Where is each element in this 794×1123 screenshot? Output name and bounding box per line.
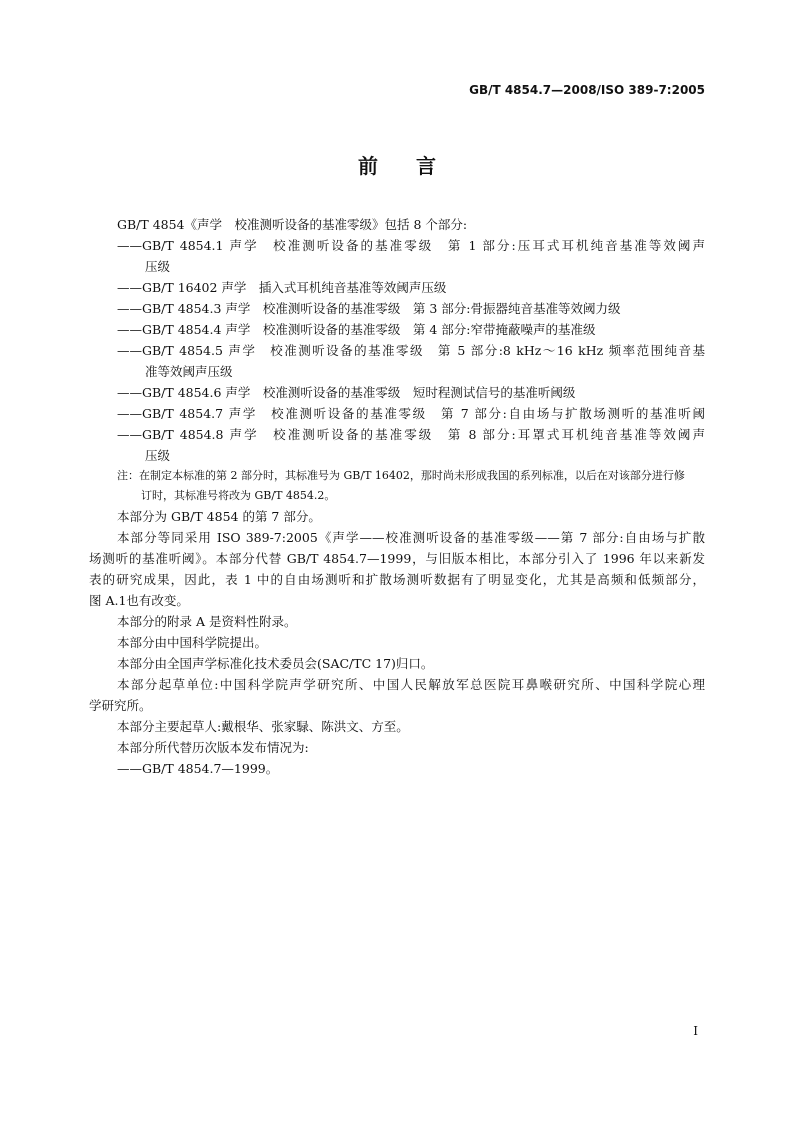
- page-title: 前言: [358, 154, 474, 178]
- note-text: 注：在制定本标准的第 2 部分时，其标准号为 GB/T 16402，那时尚未形成我国的系列标准，以后在对该部分进行修: [117, 469, 685, 482]
- page-number: I: [693, 1024, 698, 1038]
- paragraph: 本部分为 GB/T 4854 的第 7 部分。: [117, 509, 321, 524]
- document-body: [89, 214, 705, 779]
- paragraph: ——GB/T 4854.7—1999。: [117, 761, 279, 776]
- paragraph: 本部分等同采用 ISO 389-7:2005《声学——校准测听设备的基准零级——第 7 部分:自由场与扩散: [117, 530, 705, 545]
- standard-number: GB/T 4854.7—2008/ISO 389-7:2005: [469, 83, 705, 97]
- paragraph-continuation: 图 A.1也有改变。: [89, 593, 189, 608]
- paragraph: 本部分由中国科学院提出。: [117, 635, 268, 650]
- paragraph: 本部分的附录 A 是资料性附录。: [117, 614, 297, 629]
- paragraph: 本部分所代替历次版本发布情况为:: [117, 740, 309, 755]
- paragraph-continuation: 表的研究成果，因此，表 1 中的自由场测听和扩散场测听数据有了明显变化，尤其是高频和低频部分，: [89, 572, 705, 587]
- paragraph-continuation: 场测听的基准听阈》。本部分代替 GB/T 4854.7—1999，与旧版本相比，本部分引入了 1996 年以来新发: [89, 551, 705, 566]
- part-item: ——GB/T 4854.3 声学 校准测听设备的基准零级 第 3 部分:骨振器纯音基准等效阈力级: [117, 301, 621, 316]
- part-item: ——GB/T 4854.4 声学 校准测听设备的基准零级 第 4 部分:窄带掩蔽噪声的基准级: [117, 322, 596, 337]
- part-item-continuation: 准等效阈声压级: [145, 364, 233, 379]
- parts-intro: GB/T 4854《声学 校准测听设备的基准零级》包括 8 个部分:: [117, 217, 468, 232]
- paragraph-continuation: 学研究所。: [89, 698, 152, 713]
- part-item: ——GB/T 4854.8 声学 校准测听设备的基准零级 第 8 部分:耳罩式耳机纯音基准等效阈声: [117, 427, 705, 442]
- paragraph: 本部分起草单位:中国科学院声学研究所、中国人民解放军总医院耳鼻喉研究所、中国科学院心理: [117, 677, 705, 692]
- part-item: ——GB/T 4854.5 声学 校准测听设备的基准零级 第 5 部分:8 kHz～16 kHz 频率范围纯音基: [117, 343, 705, 358]
- paragraph: 本部分由全国声学标准化技术委员会(SAC/TC 17)归口。: [117, 656, 434, 671]
- part-item: ——GB/T 4854.1 声学 校准测听设备的基准零级 第 1 部分:压耳式耳机纯音基准等效阈声: [117, 238, 705, 253]
- part-item: ——GB/T 16402 声学 插入式耳机纯音基准等效阈声压级: [117, 280, 447, 295]
- part-item: ——GB/T 4854.6 声学 校准测听设备的基准零级 短时程测试信号的基准听阈级: [117, 385, 576, 400]
- note-text-continuation: 订时，其标准号将改为 GB/T 4854.2。: [141, 489, 336, 502]
- part-item-continuation: 压级: [145, 448, 171, 463]
- paragraph: 本部分主要起草人:戴根华、张家騄、陈洪文、方至。: [117, 719, 409, 734]
- part-item-continuation: 压级: [145, 259, 171, 274]
- part-item: ——GB/T 4854.7 声学 校准测听设备的基准零级 第 7 部分:自由场与扩散场测听的基准听阈: [117, 406, 705, 421]
